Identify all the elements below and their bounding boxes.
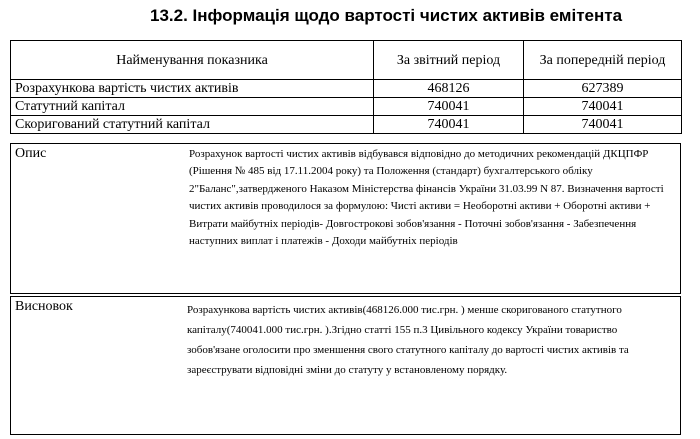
conclusion-label: Висновок [15, 299, 73, 314]
header-current-period: За звітний період [374, 41, 524, 80]
description-box [10, 143, 681, 294]
description-text: Розрахунок вартості чистих активів відбувався відповідно до методичних рекомендацій ДКЦПФР (Рішення № 485 від 17.11.2004 року) та Положення (стандарт) бухгалтерського обліку 2"Баланс",затвердженого Наказом Міністерства фінансів України 31.03.99 N 87. Визначення вартості чистих активів проводилося за формулою: Чисті активи = Необоротні активи + Оборотні активи + Витрати майбутніх періодів- Довгострокові зобов'язання - Поточні зобов'язання - Забезпечення наступних виплат і платежів - Доходи майбутніх періодів [189, 148, 664, 248]
row-name: Статутний капітал [11, 98, 374, 116]
header-indicator-name: Найменування показника [11, 41, 374, 80]
row-name: Розрахункова вартість чистих активів [11, 80, 374, 98]
description-label: Опис [15, 146, 47, 161]
conclusion-box [10, 296, 681, 435]
table-row [11, 116, 682, 134]
table-row [11, 98, 682, 116]
table-header-row [11, 41, 682, 80]
row-current-value: 740041 [374, 116, 524, 134]
row-previous-value: 740041 [524, 116, 682, 134]
row-current-value: 468126 [374, 80, 524, 98]
conclusion-text: Розрахункова вартість чистих активів(468126.000 тис.грн. ) менше скоригованого статутного капіталу(740041.000 тис.грн. ).Згідно статті 155 п.3 Цивільного кодексу України товариство зобов'язане оголосити про зменшення свого статутного капіталу до вартості чистих активів та зареєструвати відповідні зміни до статуту у встановленому порядку. [187, 304, 629, 376]
table-row [11, 80, 682, 98]
net-assets-table [10, 40, 682, 134]
section-title: 13.2. Інформація щодо вартості чистих активів емітента [150, 6, 623, 25]
row-name: Скоригований статутний капітал [11, 116, 374, 134]
row-current-value: 740041 [374, 98, 524, 116]
row-previous-value: 740041 [524, 98, 682, 116]
row-previous-value: 627389 [524, 80, 682, 98]
header-previous-period: За попередній період [524, 41, 682, 80]
